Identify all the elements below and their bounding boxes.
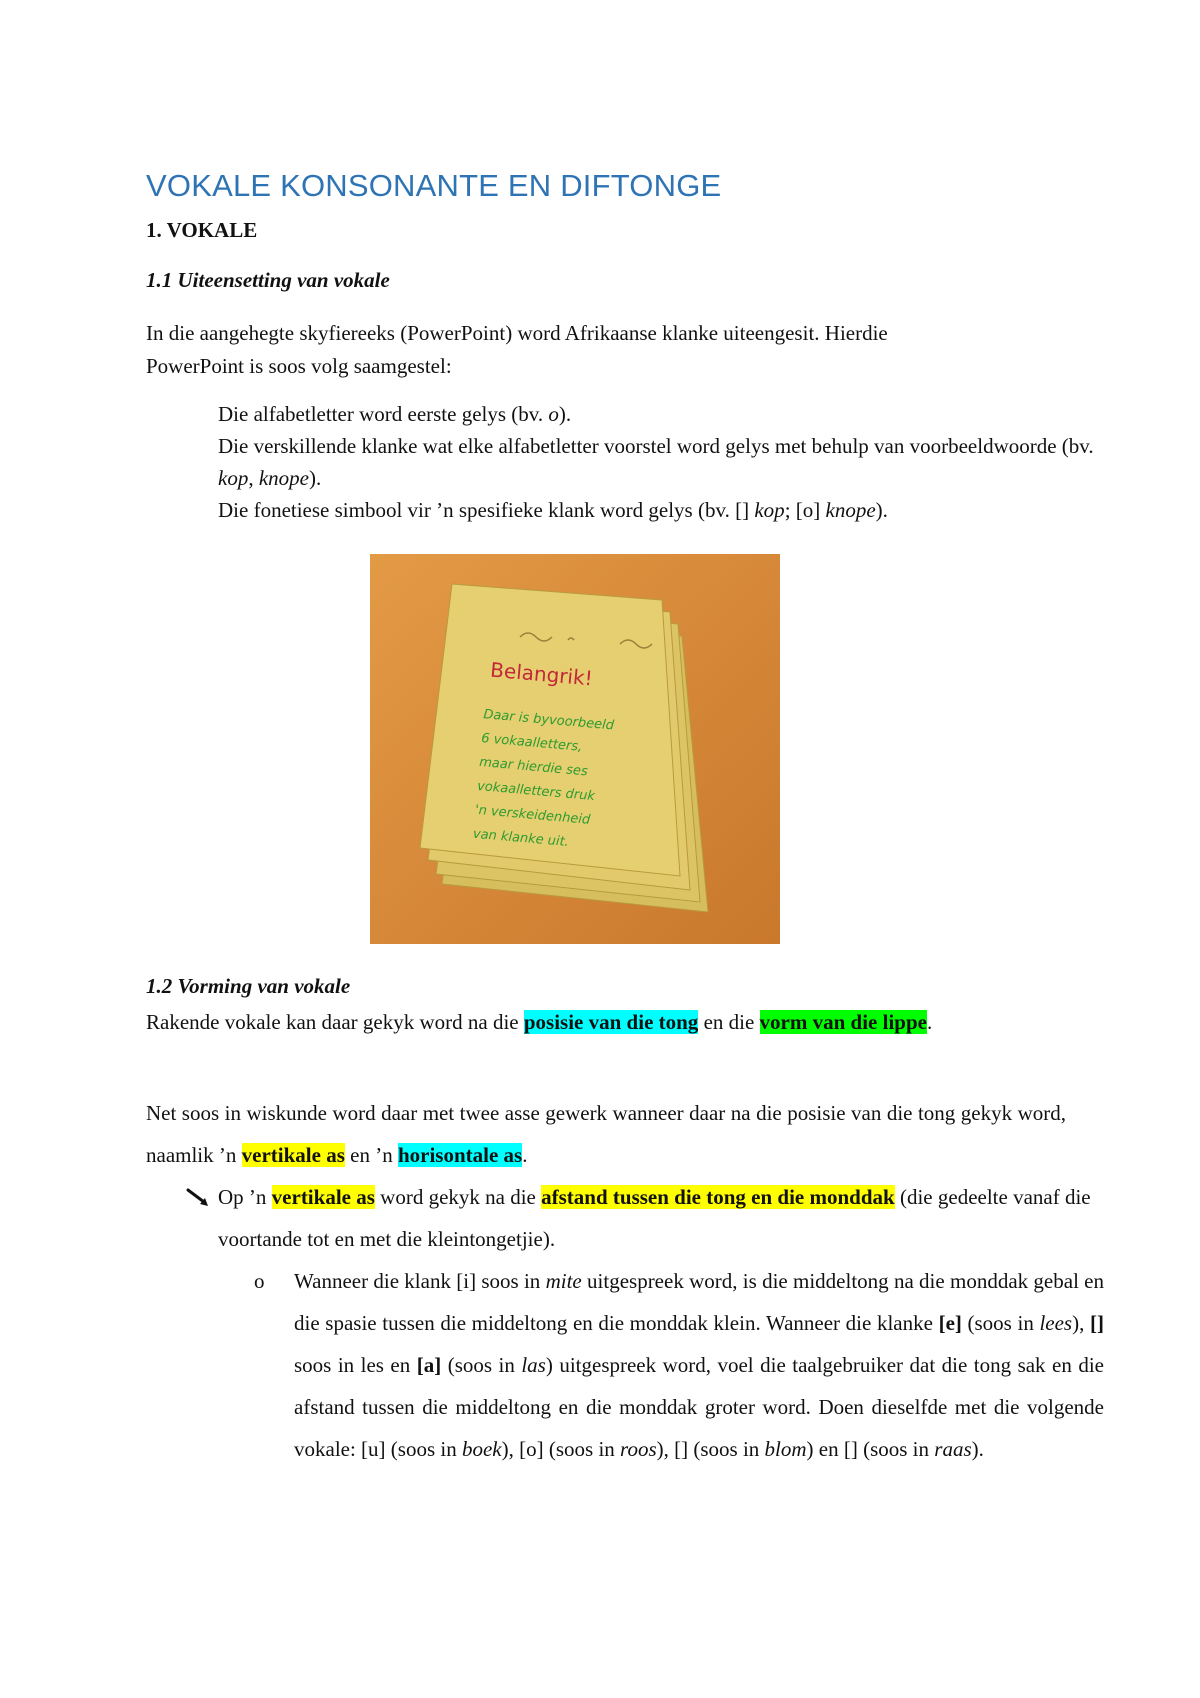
text-run: [e] <box>938 1311 962 1335</box>
note-line: van klanke uit. <box>472 826 570 851</box>
text-run: roos <box>620 1437 657 1461</box>
text-run: [] <box>1089 1311 1104 1335</box>
section-heading: 1. VOKALE <box>146 218 258 242</box>
text-run: Die alfabetletter word eerste gelys (bv. <box>218 402 549 426</box>
text-run: Die verskillende klanke wat elke alfabetletter voorstel word gelys met behulp van voorbeeldwoorde (bv. <box>218 434 1094 458</box>
text-run: Net soos in wiskunde word daar met twee asse gewerk wanneer daar na die posisie van die tong gekyk word, naamlik ’n <box>146 1101 1066 1167</box>
document-title: VOKALE KONSONANTE EN DIFTONGE <box>146 168 722 203</box>
subsection-heading: 1.2 Vorming van vokale <box>146 974 351 998</box>
sub-bullet-marker: o <box>254 1269 265 1293</box>
highlight-run: vertikale as <box>241 1143 345 1167</box>
note-heading: Belangrik! <box>489 657 594 691</box>
text-run: boek <box>461 1437 502 1461</box>
text-run: knope <box>258 466 309 490</box>
text-run: [a] <box>416 1353 442 1377</box>
list-item <box>146 430 1098 494</box>
text-run: ). <box>558 402 572 426</box>
text-run: lees <box>1039 1311 1073 1335</box>
text-run: word gekyk na die <box>374 1185 542 1209</box>
sub-list-item <box>254 1260 1104 1470</box>
note-line: maar hierdie ses <box>478 754 589 780</box>
text-run: ). <box>971 1437 984 1461</box>
text-run: ). <box>308 466 322 490</box>
text-run: kop <box>218 466 249 490</box>
text-run: ] <box>742 498 755 522</box>
intro-line: In die aangehegte skyfiereeks (PowerPoint) word Afrikaanse klanke uiteengesit. Hierdie <box>146 321 888 345</box>
text-run: mite <box>545 1269 582 1293</box>
sticky-notes-image <box>370 554 780 944</box>
text-run: las <box>521 1353 546 1377</box>
text-run: Rakende vokale kan daar gekyk word na die <box>146 1010 524 1034</box>
pen-arrow-icon <box>186 1186 210 1208</box>
text-run: knope <box>825 498 876 522</box>
highlight-run: afstand tussen die tong en die monddak <box>541 1185 895 1209</box>
text-run: blom <box>764 1437 807 1461</box>
text-run: ), [] (soos in <box>656 1437 765 1461</box>
paragraph <box>146 1006 1046 1039</box>
text-run: ), [o] (soos in <box>501 1437 621 1461</box>
highlight-run: vorm van die lippe <box>759 1010 927 1034</box>
text-run: . <box>926 1010 933 1034</box>
intro-line: PowerPoint is soos volg saamgestel: <box>146 354 452 378</box>
list-item <box>146 494 1098 526</box>
note-line: 'n verskeidenheid <box>474 802 591 828</box>
text-run: ; [o] <box>784 498 826 522</box>
paragraph <box>146 1092 1066 1176</box>
text-run: (soos in <box>961 1311 1040 1335</box>
text-run: . <box>522 1143 528 1167</box>
text-run: (soos in <box>441 1353 522 1377</box>
highlight-run: posisie van die tong <box>523 1010 699 1034</box>
note-line: Daar is byvoorbeeld <box>482 707 615 734</box>
text-run: ). <box>875 498 888 522</box>
text-run: , <box>248 466 259 490</box>
text-run: raas <box>934 1437 972 1461</box>
text-run: Die fonetiese simbool vir ’n spesifieke klank word gelys (bv. [ <box>218 498 743 522</box>
text-run: ) uitgespreek word, voel die taalgebruiker dat die tong sak en die afstand tussen die middeltong en die monddak groter word. Doen dieselfde met die volgende vokale: [u] (soos in <box>294 1353 1104 1461</box>
intro-paragraph <box>146 317 1046 383</box>
arrow-list-item <box>186 1176 1098 1260</box>
text-run: Wanneer die klank [i] soos in <box>294 1269 546 1293</box>
text-run: en die <box>698 1010 760 1034</box>
list-item <box>146 398 1098 430</box>
highlight-run: horisontale as <box>397 1143 523 1167</box>
text-run: soos in les en <box>294 1353 417 1377</box>
text-run: Op ’n <box>218 1185 272 1209</box>
bullet-list <box>146 398 1098 526</box>
text-run: (die gedeelte vanaf die voortande tot en met die kleintongetjie). <box>218 1185 1091 1251</box>
text-run: ) en [] (soos in <box>806 1437 935 1461</box>
note-line: 6 vokaalletters, <box>480 731 583 755</box>
text-run: ), <box>1072 1311 1090 1335</box>
text-run: kop <box>754 498 785 522</box>
text-run: uitgespreek word, is die middeltong na die monddak gebal en die spasie tussen die middeltong en die monddak klein. Wanneer die klanke <box>294 1269 1104 1335</box>
note-line: vokaalletters druk <box>476 778 596 805</box>
highlight-run: vertikale as <box>271 1185 375 1209</box>
text-run: o <box>548 402 559 426</box>
subsection-heading: 1.1 Uiteensetting van vokale <box>146 268 390 292</box>
text-run: en ’n <box>344 1143 398 1167</box>
